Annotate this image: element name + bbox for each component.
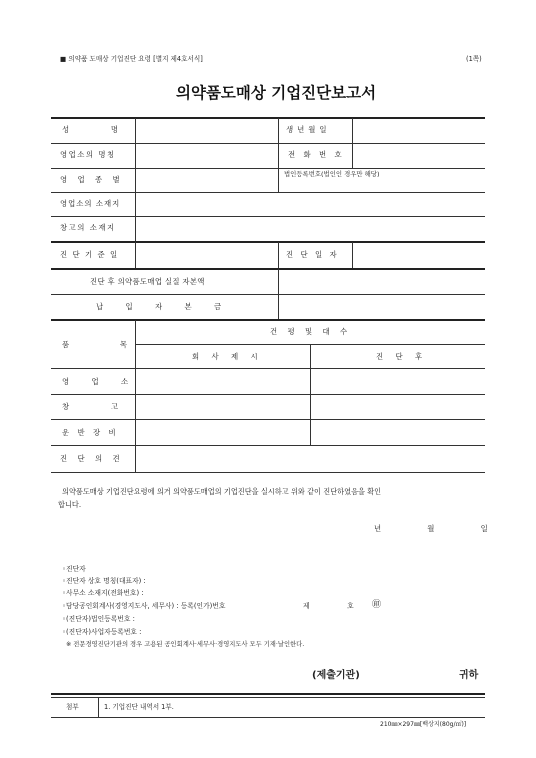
page-number: (1쪽) (466, 55, 482, 63)
base-date-field[interactable] (136, 243, 277, 267)
diagnoser-line-accountant: ◦담당공인회계사(경영지도사, 세무사) : 등록(인가)번호 (62, 602, 226, 610)
row-office-label: 영 업 소 (62, 377, 139, 386)
opinion-field[interactable] (136, 446, 484, 471)
phone-field[interactable] (353, 144, 484, 167)
label-warehouse-address: 창고의 소재지 (60, 223, 116, 232)
diagnoser-line-corp-no: ◦(진단자)법인등록번호 : (62, 615, 135, 623)
label-company-presented: 회 사 제 시 (192, 352, 263, 361)
label-item: 품 목 (62, 340, 140, 349)
diagnoser-registration-no: 제 호 (303, 602, 362, 610)
label-opinion: 진 단 의 견 (60, 454, 124, 463)
form-reference: ■ 의약품 도매상 기업진단 요령 [별지 제4호서식] (60, 55, 203, 63)
row-warehouse-label: 창 고 (62, 402, 128, 411)
statement-date: 년 월 일 (374, 524, 494, 533)
label-after-diagnosis: 진 단 후 (376, 352, 428, 361)
warehouse-after-field[interactable] (311, 395, 484, 418)
recipient-suffix: 귀하 (459, 670, 479, 681)
document-title: 의약품도매상 기업진단보고서 (176, 84, 377, 102)
recipient-org: (제출기관) (312, 670, 360, 681)
diagnoser-line-company: ◦진단자 상호 명칭(대표자) : (62, 577, 146, 585)
attachment-top-rule (51, 693, 485, 695)
label-birth: 생년월일 (286, 125, 331, 134)
paid-in-capital-field[interactable] (279, 295, 484, 318)
label-phone: 전 화 번 호 (288, 150, 345, 159)
diagnoser-line-biz-no: ◦(진단자)사업자등록번호 : (62, 628, 142, 636)
office-address-field[interactable] (136, 193, 484, 215)
diagnoser-heading: ◦진단자 (62, 565, 86, 573)
warehouse-company-field[interactable] (136, 395, 309, 418)
diagnoser-seal: ㊞ (372, 600, 382, 610)
transport-company-field[interactable] (136, 420, 309, 444)
diagnoser-line-address: ◦사무소 소재지(전화번호) : (62, 589, 144, 597)
label-office-address: 영업소의 소재지 (60, 199, 121, 208)
label-building-area: 건 평 및 대 수 (270, 327, 352, 336)
corp-no-note: 법인등록번호(법인인 경우만 해당) (284, 170, 380, 178)
paper-spec: 210㎜×297㎜[백상지(80g/㎡)] (380, 721, 467, 728)
attachment-label: 첨부 (66, 703, 79, 711)
capital-after-field[interactable] (279, 270, 484, 293)
birth-field[interactable] (353, 119, 484, 142)
corp-no-field[interactable] (279, 180, 484, 191)
warehouse-address-field[interactable] (136, 217, 484, 240)
statement-line-1: 의약품도매상 기업진단요령에 의거 의약품도매업의 기업진단을 실시하고 위와 같이 진단하였음을 확인 (62, 487, 382, 496)
statement-line-2: 합니다. (58, 500, 82, 509)
name-field[interactable] (136, 119, 277, 142)
label-paid-in-capital: 납 입 자 본 금 (96, 302, 232, 311)
diagnoser-note: ※ 전문경영진단기관의 경우 고용된 공인회계사·세무사·경영지도사 모두 기재·날인한다. (66, 641, 305, 648)
label-base-date: 진 단 기 준 일 (60, 250, 119, 259)
transport-after-field[interactable] (311, 420, 484, 444)
business-type-field[interactable] (136, 169, 277, 191)
row-transport-label: 운 반 장 비 (62, 428, 119, 437)
label-capital-after: 진단 후 의약품도매업 실질 자본액 (90, 277, 205, 286)
office-after-field[interactable] (311, 369, 484, 393)
office-name-field[interactable] (136, 144, 277, 167)
label-office-name: 영업소의 명칭 (60, 150, 116, 159)
office-company-field[interactable] (136, 369, 309, 393)
diagnosis-date-field[interactable] (353, 243, 484, 267)
label-diagnosis-date: 진 단 일 자 (286, 250, 340, 259)
label-business-type: 영 업 종 별 (60, 175, 124, 184)
attachment-value: 1. 기업진단 내역서 1부. (104, 703, 174, 711)
label-name: 성 명 (62, 125, 128, 134)
